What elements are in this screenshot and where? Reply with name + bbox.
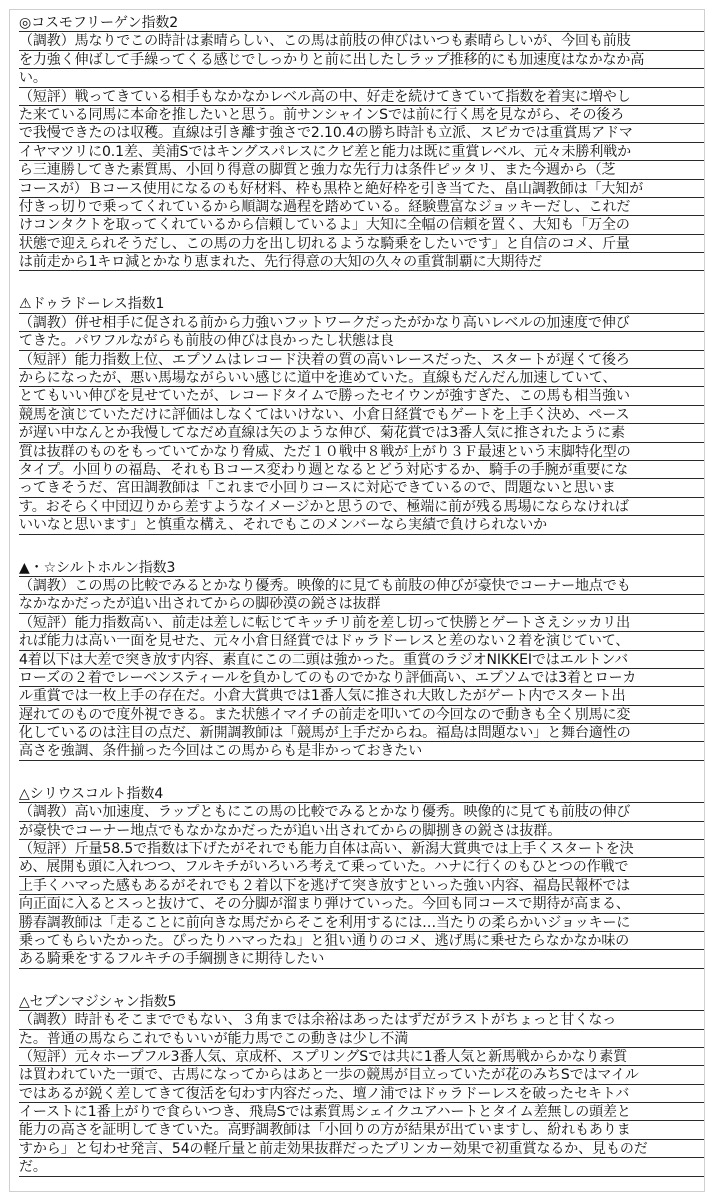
text-line: てきた。パワフルながらも前肢の伸びは良かったし状態は良 [19, 332, 704, 350]
text-line: 乗ってもらいたかった。ぴったりハマったね」と狙い通りのコメ、逃げ馬に乗せたらなかなか味の [19, 932, 704, 950]
text-line: ってきそうだ、宮田調教師は「これまで小回りコースに対応できているので、問題ないと思いま [19, 479, 704, 497]
text-line: が遅い中なんとか我慢してなだめ直線は矢のような伸び、菊花賞では3番人気に推されたように素 [19, 424, 704, 442]
text-line: れば能力は高い一面を見せた、元々小倉日経賞ではドゥラドーレスと差のない２着を演じていて、 [19, 632, 704, 650]
text-line: とてもいい伸びを見せていたが、レコードタイムで勝ったセイウンが強すぎた、この馬も相当強い [19, 387, 704, 405]
text-line: め、展開も頭に入れつつ、フルキチがいろいろ考えて乗っていた。ハナに行くのもひとつの作戦で [19, 858, 704, 876]
text-line: けコンタクトを取ってくれているから信頼しているよ」大知に全幅の信頼を置く、大知も「万全の [19, 216, 704, 234]
text-line: 向正面に入るとスっと抜けて、その分脚が溜まり弾けていった。今回も同コースで期待が高まる、 [19, 895, 704, 913]
text-line: すから」と匂わせ発言、54の軽斤量と前走効果抜群だったブリンカー効果で初重賞なるか、見ものだ [19, 1140, 704, 1158]
text-line: ある騎乗をするフルキチの手綱捌きに期待したい [19, 950, 704, 968]
text-line: す。おそらく中団辺りから差すようなイメージかと思うので、極端に前が残る馬場にならなければ [19, 498, 704, 516]
text-line: 上手くハマった感もあるがそれでも２着以下を逃げて突き放すといった強い内容、福島民報杯では [19, 877, 704, 895]
text-line: た来ている同馬に本命を推したいと思う。前サンシャインSでは前に行く馬を見ながら、その後ろ [19, 106, 704, 124]
text-line: （調教）時計もそこまででもない、３角までは余裕はあったはずだがラストがちょっと甘くなっ [19, 1011, 704, 1029]
text-line: いいなと思います」と慎重な構え、それでもこのメンバーなら実績で負けられないか [19, 516, 704, 534]
text-line: イーストに1番上がりで食らいつき、飛鳥Sでは素質馬シェイクユアハートとタイム差無しの頭差と [19, 1103, 704, 1121]
text-line: い。 [19, 69, 704, 87]
text-line: （調教）この馬の比較でみるとかなり優秀。映像的に見ても前肢の伸びが豪快でコーナー地点でも [19, 577, 704, 595]
text-line: ローズの２着でレーベンスティールを負かしてのものでかなり評価高い、エプソムでは3着とローカ [19, 669, 704, 687]
horse-heading: ▲・☆シルトホルン指数3 [19, 559, 704, 577]
horse-entry [19, 993, 704, 1177]
text-line: 能力の高さを証明してきていた。高野調教師は「小回りの方が結果が出ていますし、紛れもありま [19, 1121, 704, 1139]
horse-entry [19, 14, 704, 271]
text-line: （調教）併せ相手に促される前から力強いフットワークだったがかなり高いレベルの加速度で伸び [19, 314, 704, 332]
horse-entry [19, 785, 704, 969]
text-line: 勝春調教師は「走ることに前向きな馬だからそこを利用するには…当たりの柔らかいジョッキーに [19, 914, 704, 932]
text-line: で我慢できたのは収穫。直線は引き離す強さで2.10.4の勝ち時計も立派、スピカでは重賞馬アドマ [19, 124, 704, 142]
text-line: 化しているのは注目の点だ、新開調教師は「競馬が上手だからね。福島は問題ない」と舞台適性の [19, 724, 704, 742]
horse-entry [19, 559, 704, 761]
text-line: 遅れてのもので度外視できる。また状態イマイチの前走を叩いての今回なので動きも全く別馬に変 [19, 706, 704, 724]
horse-heading: △セブンマジシャン指数5 [19, 993, 704, 1011]
text-line: ら三連勝してきた素質馬、小回り得意の脚質と強力な先行力は条件ピッタリ、また今週から（芝 [19, 161, 704, 179]
document-body [19, 14, 704, 1192]
text-line: コースが）Ｂコース使用になるのも好材料、枠も黒枠と絶好枠を引き当てた、畠山調教師は「大知が [19, 180, 704, 198]
horse-entry [19, 295, 704, 534]
text-line: イヤマツリに0.1差、美浦Sではキングスパレスにクビ差と能力は既に重賞レベル、元々未勝利戦か [19, 143, 704, 161]
text-line: （調教）高い加速度、ラップともにこの馬の比較でみるとかなり優秀。映像的に見ても前肢の伸び [19, 803, 704, 821]
document-page [9, 9, 705, 1192]
text-line: （短評）能力指数高い、前走は差しに転じてキッチリ前を差し切って快勝とゲートさえシッカリ出 [19, 614, 704, 632]
text-line: ではあるが鋭く差してきて復活を匂わす内容だった、壇ノ浦ではドゥラドーレスを破ったセキトバ [19, 1085, 704, 1103]
text-line: 質は抜群のものをもっていてかなり脅威、ただ１０戦中８戦が上がり３Ｆ最速という末脚特化型の [19, 443, 704, 461]
horse-heading: ◎コスモフリーゲン指数2 [19, 14, 704, 32]
text-line: ル重賞では一枚上手の存在だ。小倉大賞典では1番人気に推され大敗したがゲート内でスタート出 [19, 687, 704, 705]
text-line: （短評）戦ってきている相手もなかなかレベル高の中、好走を続けてきていて指数を着実に増やし [19, 88, 704, 106]
text-line: （短評）元々ホープフル3番人気、京成杯、スプリングSでは共に1番人気と新馬戦からかなり素質 [19, 1048, 704, 1066]
text-line: （調教）馬なりでこの時計は素晴らしい、この馬は前肢の伸びはいつも素晴らしいが、今回も前肢 [19, 32, 704, 50]
text-line: 高さを強調、条件揃った今回はこの馬からも是非かっておきたい [19, 742, 704, 760]
text-line: なかなかだったが追い出されてからの脚砂漠の鋭さは抜群 [19, 595, 704, 613]
text-line: が豪快でコーナー地点でもなかなかだったが追い出されてからの脚捌きの鋭さは抜群。 [19, 822, 704, 840]
horse-heading: △シリウスコルト指数4 [19, 785, 704, 803]
text-line: 付きっ切りで乗ってくれているから順調な過程を踏めている。経験豊富なジョッキーだし、これだ [19, 198, 704, 216]
text-line: だ。 [19, 1158, 704, 1176]
text-line: を力強く伸ばして手繰ってくる感じでしっかりと前に出したしラップ推移的にも加速度はなかなか高 [19, 51, 704, 69]
text-line: （短評）斤量58.5で指数は下げたがそれでも能力自体は高い、新潟大賞典では上手くスタートを決 [19, 840, 704, 858]
text-line: 状態で迎えられそうだし、この馬の力を出し切れるような騎乗をしたいです」と自信のコメ、斤量 [19, 235, 704, 253]
text-line: た。普通の馬ならこれでもいいが能力馬でこの動きは少し不満 [19, 1030, 704, 1048]
text-line: （短評）能力指数上位、エプソムはレコード決着の質の高いレースだった、スタートが遅くて後ろ [19, 351, 704, 369]
text-line: タイプ。小回りの福島、それもＢコース変わり週となるとどう対応するか、騎手の手腕が重要にな [19, 461, 704, 479]
text-line: 競馬を演じていただけに評価はしなくてはいけない、小倉日経賞でもゲートを上手く決め、ペース [19, 406, 704, 424]
text-line: は前走から1キロ減とかなり恵まれた、先行得意の大知の久々の重賞制覇に大期待だ [19, 253, 704, 271]
text-line: は買われていた一頭で、古馬になってからはあと一歩の競馬が目立っていたが花のみちSではマイル [19, 1066, 704, 1084]
text-line: 4着以下は大差で突き放す内容、素直にこの二頭は強かった。重賞のラジオNIKKEIではエルトンバ [19, 651, 704, 669]
horse-heading: ⚠ドゥラドーレス指数1 [19, 295, 704, 313]
text-line: からになったが、悪い馬場ながらいい感じに道中を進めていた。直線もだんだん加速していて、 [19, 369, 704, 387]
